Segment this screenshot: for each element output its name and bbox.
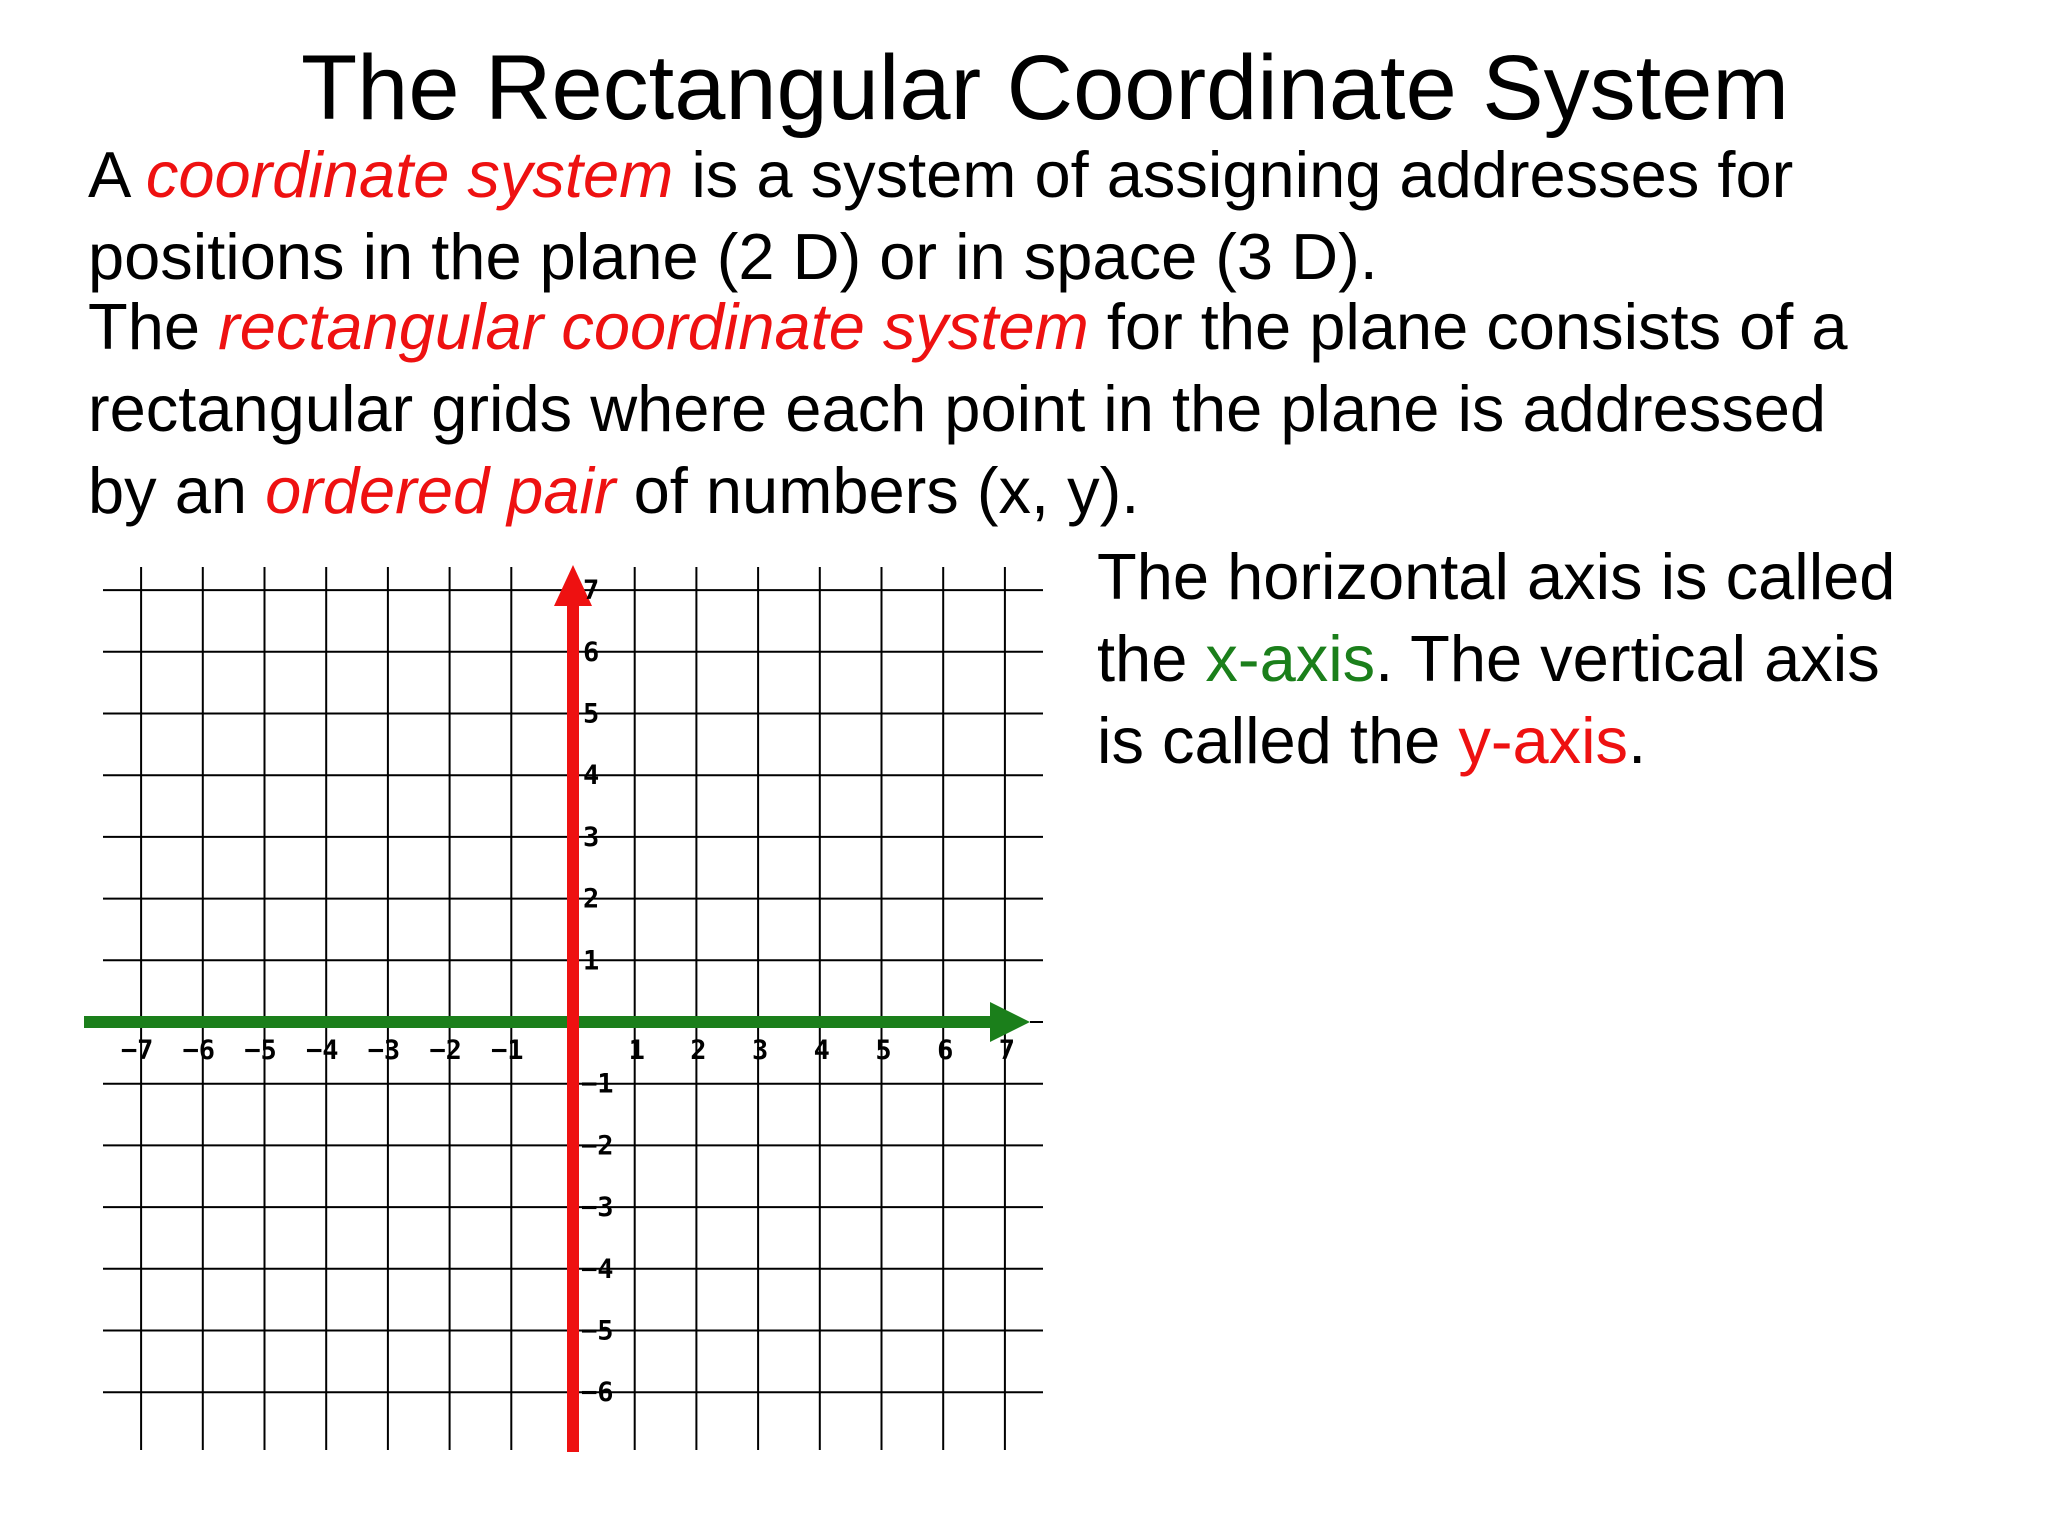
y-tick-label: −6: [581, 1377, 614, 1409]
term-coordinate-system: coordinate system: [145, 138, 674, 211]
y-tick-label: −1: [581, 1068, 614, 1100]
y-tick-label: 3: [583, 821, 600, 853]
p2-line3-end: of numbers (x, y).: [615, 454, 1140, 527]
x-tick-label: 1: [628, 1035, 645, 1066]
y-tick-label: 7: [583, 575, 600, 607]
x-tick-label: −6: [182, 1035, 216, 1066]
p1-line2: positions in the plane (2 D) or in space (3 D).: [88, 220, 1378, 293]
term-y-axis: y-axis: [1458, 704, 1629, 777]
y-tick-label: 5: [583, 698, 600, 730]
x-tick-label: −3: [367, 1035, 401, 1066]
y-tick-label: 1: [583, 945, 600, 977]
p2-text-start: The: [88, 290, 219, 363]
term-rectangular-coordinate-system: rectangular coordinate system: [218, 290, 1089, 363]
x-tick-label: −7: [120, 1035, 154, 1066]
x-tick-label: 5: [875, 1035, 892, 1066]
y-tick-label: 4: [583, 760, 600, 792]
y-tick-label: −4: [581, 1253, 614, 1285]
term-x-axis: x-axis: [1205, 622, 1376, 695]
y-tick-label: 2: [583, 883, 600, 915]
p1-text-start: A: [88, 138, 146, 211]
x-tick-label: −1: [491, 1035, 524, 1066]
p2-line3-start: by an: [88, 454, 266, 527]
x-tick-label: −5: [244, 1035, 277, 1066]
slide-title: The Rectangular Coordinate System: [300, 37, 1790, 139]
side-line2-start: the: [1097, 622, 1206, 695]
p2-text-mid: for the plane consists of a: [1088, 290, 1848, 363]
side-line2-end: . The vertical axis: [1375, 622, 1880, 695]
x-tick-label: 6: [937, 1035, 954, 1066]
p1-text-end: is a system of assigning addresses for: [673, 138, 1794, 211]
x-tick-label: 7: [998, 1035, 1016, 1066]
y-tick-label: −2: [581, 1130, 614, 1162]
side-line3-start: is called the: [1097, 704, 1459, 777]
side-line3-end: .: [1628, 704, 1647, 777]
x-tick-label: −2: [429, 1035, 462, 1066]
p2-line2: rectangular grids where each point in the plane is addressed: [88, 372, 1827, 445]
x-tick-label: −4: [305, 1035, 339, 1066]
y-tick-label: −3: [581, 1192, 614, 1224]
y-tick-label: 6: [583, 636, 600, 668]
x-tick-label: 4: [813, 1035, 830, 1066]
side-line1: The horizontal axis is called: [1097, 540, 1896, 613]
x-tick-label: 3: [751, 1035, 769, 1066]
y-tick-label: −5: [581, 1315, 614, 1347]
x-tick-label: 2: [690, 1035, 707, 1066]
term-ordered-pair: ordered pair: [265, 454, 616, 527]
